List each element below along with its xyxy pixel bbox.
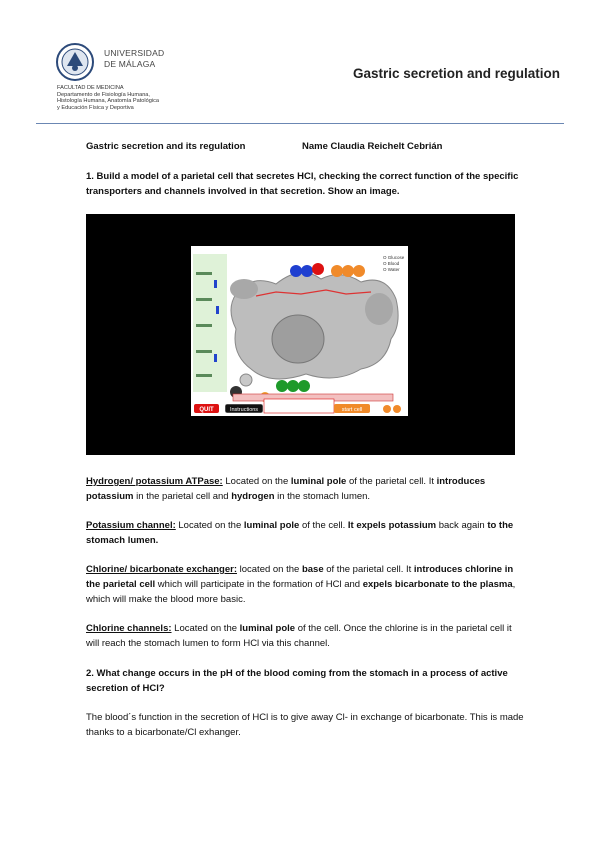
instructions-label: Instructions — [229, 407, 259, 413]
simulation-screenshot — [86, 214, 515, 455]
student-name: Name Claudia Reichelt Cebrián — [302, 141, 443, 152]
answer-2: The blood´s function in the secretion of HCl is to give away Cl- in exchange of bicarbonate. This is made thanks to a bicarbonate/Cl exhanger. — [86, 712, 524, 738]
faculty-line: Departamento de Fisiología Humana, — [57, 91, 150, 98]
transporter-paragraph — [86, 621, 526, 651]
body-text: of the parietal cell. It — [323, 564, 414, 575]
body-text: located on the — [236, 564, 302, 575]
emphasis-text: introduces potassium — [86, 476, 486, 502]
transporter-paragraph — [86, 474, 526, 504]
question-2: 2. What change occurs in the pH of the blood coming from the stomach in a process of active secretion of HCl? — [86, 668, 508, 694]
body-text: Located on the — [222, 476, 291, 487]
emphasis-text: hydrogen — [231, 491, 275, 502]
transporter-name: Potassium channel: — [86, 520, 176, 531]
body-text: of the parietal cell. It — [346, 476, 437, 487]
document-title: Gastric secretion and regulation — [352, 66, 560, 81]
transporter-paragraph — [86, 562, 526, 607]
body-text: Located on the — [171, 623, 240, 634]
body-text: back again — [436, 520, 488, 531]
body-text: of the cell. — [299, 520, 348, 531]
legend-item: O Water — [383, 267, 400, 272]
body-text: in the stomach lumen. — [274, 491, 371, 502]
header-divider — [36, 123, 564, 124]
subject-label: Gastric secretion and its regulation — [86, 141, 246, 152]
question-1: 1. Build a model of a parietal cell that secretes HCl, checking the correct function of the specific transporters and channels involved in that secretion. Show an image. — [86, 171, 519, 197]
faculty-line: y Educación Física y Deportiva — [57, 104, 134, 111]
university-logo — [55, 42, 99, 82]
university-name-line1: UNIVERSIDAD — [104, 48, 165, 58]
emphasis-text: luminal pole — [290, 476, 347, 487]
emphasis-text: base — [301, 564, 324, 575]
university-name-line2: DE MÁLAGA — [104, 59, 156, 69]
faculty-line: Histología Humana, Anatomía Patológica — [57, 98, 159, 105]
transporter-paragraph — [86, 518, 526, 548]
legend-item: O Glucose — [383, 255, 405, 260]
emphasis-text: to the stomach lumen. — [86, 520, 514, 546]
body-text: , which will make the blood more basic. — [86, 579, 516, 605]
faculty-line: FACULTAD DE MEDICINA — [57, 85, 124, 91]
emphasis-text: expels bicarbonate to the plasma — [362, 579, 513, 590]
transporter-name: Chlorine/ bicarbonate exchanger: — [86, 564, 237, 575]
emphasis-text: introduces chlorine in the parietal cell — [86, 564, 514, 590]
transporter-name: Chlorine channels: — [86, 623, 172, 634]
body-text: of the cell. Once the chlorine is in the parietal cell it will reach the stomach lumen to form HCl via this channel. — [86, 623, 512, 649]
legend-item: O Blood — [383, 261, 400, 266]
university-name — [104, 48, 164, 70]
body-text: Located on the — [175, 520, 244, 531]
faculty-block — [57, 85, 159, 111]
quit-label: QUIT — [199, 407, 214, 413]
emphasis-text: It expels potassium — [347, 520, 437, 531]
start-cell-label: start cell — [341, 407, 363, 413]
transporter-name: Hydrogen/ potassium ATPase: — [86, 476, 223, 487]
body-text: which will participate in the formation of HCl and — [155, 579, 363, 590]
emphasis-text: luminal pole — [239, 623, 296, 634]
emphasis-text: luminal pole — [243, 520, 300, 531]
body-text: in the parietal cell and — [133, 491, 232, 502]
